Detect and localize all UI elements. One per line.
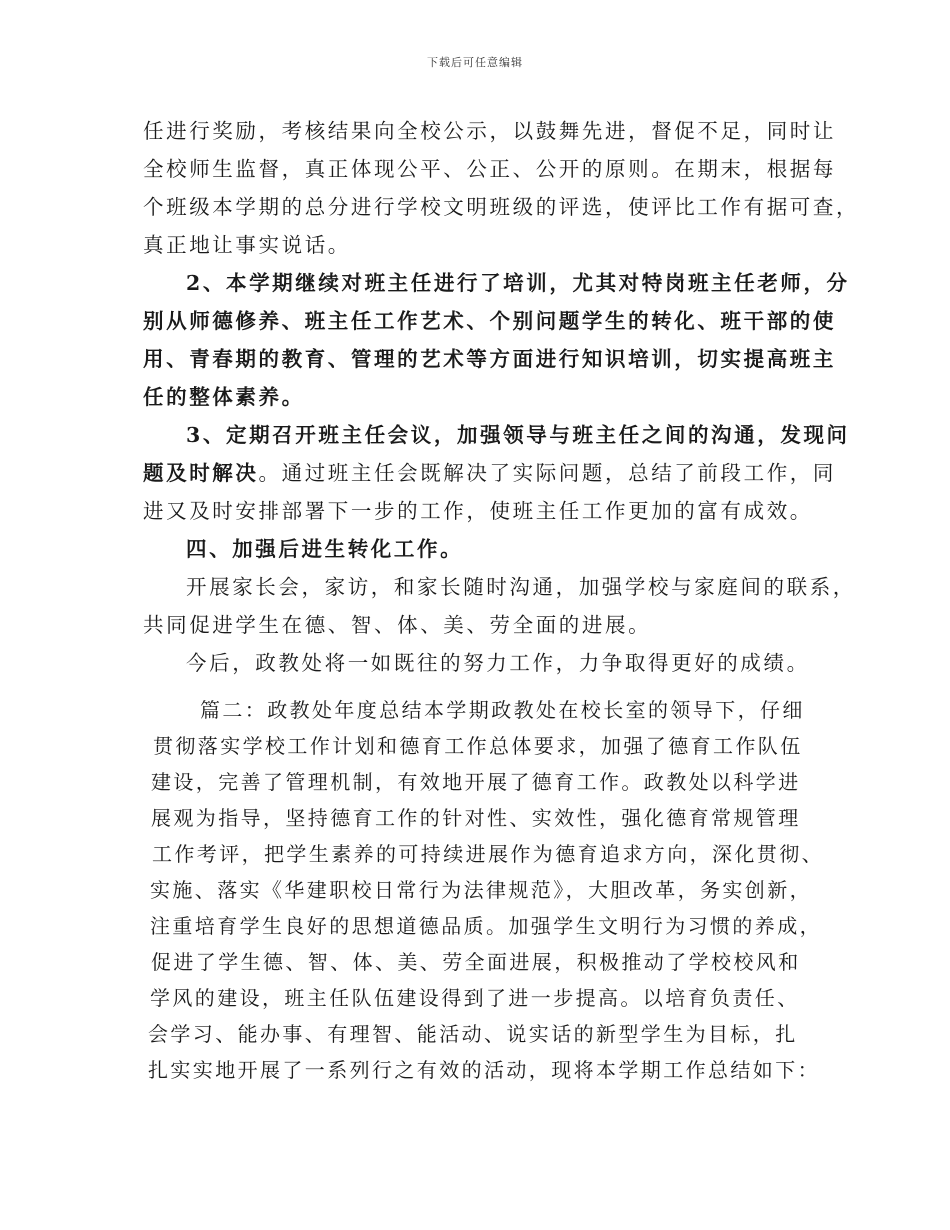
item2-line: 任的整体素养。 bbox=[143, 385, 305, 409]
section4-line: 共同促进学生在德、智、体、美、劳全面的进展。 bbox=[143, 613, 652, 637]
part2-line: 实施、落实《华建职校日常行为法律规范》，大胆改革，务实创新， bbox=[150, 878, 812, 902]
part2-line: 工作考评，把学生素养的可持续进展作为德育追求方向，深化贯彻、 bbox=[152, 842, 824, 866]
closing-line: 今后，政教处将一如既往的努力工作，力争取得更好的成绩。 bbox=[186, 651, 810, 675]
body-line: 真正地让事实说话。 bbox=[143, 233, 351, 257]
part2-line: 学风的建设，班主任队伍建设得到了进一步提高。以培育负责任、 bbox=[150, 986, 800, 1010]
item2-line: 2、本学期继续对班主任进行了培训，尤其对特岗班主任老师，分 bbox=[186, 271, 850, 295]
item3-line: 3、定期召开班主任会议，加强领导与班主任之间的沟通，发现问 bbox=[186, 423, 850, 447]
item3-line-mixed bbox=[143, 456, 836, 486]
item2-line: 别从师德修养、班主任工作艺术、个别问题学生的转化、班干部的使 bbox=[143, 309, 836, 333]
part2-line: 展观为指导，坚持德育工作的针对性、实效性，强化德育常规管理 bbox=[151, 806, 801, 830]
part2-line: 注重培育学生良好的思想道德品质。加强学生文明行为习惯的养成， bbox=[150, 914, 822, 938]
body-line: 全校师生监督，真正体现公平、公正、公开的原则。在期末，根据每 bbox=[143, 157, 836, 181]
body-line: 任进行奖励，考核结果向全校公示，以鼓舞先进，督促不足，同时让 bbox=[143, 119, 836, 143]
body-line: 个班级本学期的总分进行学校文明班级的评选，使评比工作有据可查， bbox=[143, 195, 860, 219]
section4-heading: 四、加强后进生转化工作。 bbox=[186, 537, 464, 561]
item3-normal-text: 。通过班主任会既解决了实际问题，总结了前段工作，同 bbox=[258, 461, 836, 485]
item3-bold-text: 题及时解决 bbox=[143, 461, 259, 485]
part2-line: 篇二：政教处年度总结本学期政教处在校长室的领导下，仔细 bbox=[200, 698, 805, 722]
section4-line: 开展家长会，家访，和家长随时沟通，加强学校与家庭间的联系， bbox=[186, 575, 856, 599]
part2-line: 建设，完善了管理机制，有效地开展了德育工作。政教处以科学进 bbox=[151, 770, 801, 794]
part2-line: 促进了学生德、智、体、美、劳全面进展，积极推动了学校校风和 bbox=[151, 950, 801, 974]
part2-line: 会学习、能办事、有理智、能活动、说实话的新型学生为目标，扎 bbox=[148, 1022, 798, 1046]
item2-line: 用、青春期的教育、管理的艺术等方面进行知识培训，切实提高班主 bbox=[143, 347, 836, 371]
part2-line: 贯彻落实学校工作计划和德育工作总体要求，加强了德育工作队伍 bbox=[153, 734, 803, 758]
page-header: 下载后可任意编辑 bbox=[427, 56, 523, 69]
part2-line: 扎实实地开展了一系列行之有效的活动，现将本学期工作总结如下： bbox=[148, 1058, 820, 1082]
item3-line: 进又及时安排部署下一步的工作，使班主任工作更加的富有成效。 bbox=[143, 499, 813, 523]
